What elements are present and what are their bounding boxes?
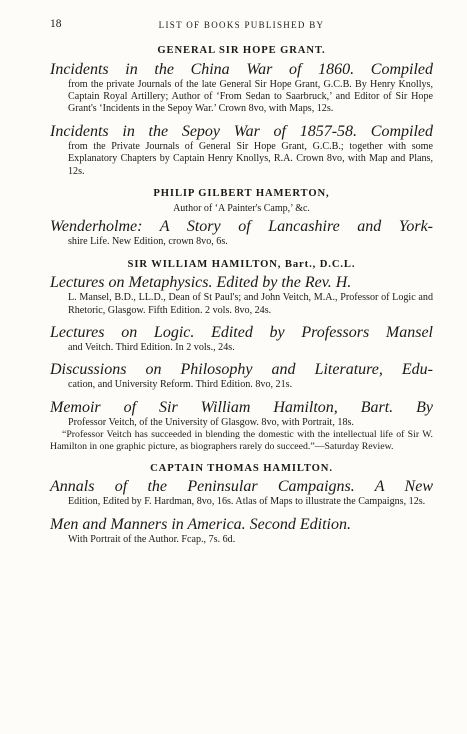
book-description: from the Private Journals of General Sir Hope Grant, G.C.B.; together with some Explanatory Chapters by Captain Henry Knollys, R.A. Crown 8vo, with Map and Plans, 12s. — [68, 140, 433, 177]
book-description: Edition, Edited by F. Hardman, 8vo, 16s. Atlas of Maps to illustrate the Campaigns, 12s. — [68, 496, 426, 508]
author-heading: SIR WILLIAM HAMILTON, Bart., D.C.L. — [127, 258, 356, 270]
author-note: Author of ‘A Painter's Camp,’ &c. — [173, 202, 310, 214]
book-entry — [50, 61, 433, 116]
author-heading: PHILIP GILBERT HAMERTON, — [153, 188, 330, 200]
book-entry — [50, 399, 433, 453]
book-entry — [50, 123, 433, 178]
book-description: With Portrait of the Author. Fcap., 7s. 6d. — [68, 533, 236, 545]
book-entry — [50, 218, 433, 248]
book-title: Wenderholme: A Story of Lancashire and York- — [50, 218, 433, 236]
running-title: LIST OF BOOKS PUBLISHED BY — [158, 20, 325, 30]
author-section — [50, 259, 433, 453]
page-number: 18 — [50, 18, 62, 30]
book-description: cation, and University Reform. Third Edition. 8vo, 21s. — [68, 379, 293, 391]
book-description: and Veitch. Third Edition. In 2 vols., 24s. — [68, 342, 235, 354]
author-section — [50, 45, 433, 178]
book-title: Incidents in the China War of 1860. Compiled — [50, 60, 433, 78]
book-entry — [50, 324, 433, 354]
book-description: L. Mansel, B.D., LL.D., Dean of St Paul's; and John Veitch, M.A., Professor of Logic and Rhetoric, Glasgow. Fifth Edition. 2 vols. 8vo, 24s. — [68, 292, 433, 316]
book-entry — [50, 361, 433, 391]
author-heading: GENERAL SIR HOPE GRANT. — [157, 45, 326, 56]
author-heading: CAPTAIN THOMAS HAMILTON. — [150, 462, 333, 474]
book-description: from the private Journals of the late General Sir Hope Grant, G.C.B. By Henry Knollys, Captain Royal Artillery; Author of ‘From Sedan to Saarbruck,’ and Editor of Sir Hope Grant's ‘Incidents in the Sepoy War.’ Crown 8vo, with Maps, 12s. — [68, 78, 433, 115]
book-description: shire Life. New Edition, crown 8vo, 6s. — [68, 236, 228, 248]
book-entry — [50, 516, 433, 546]
book-title: Annals of the Peninsular Campaigns. A New — [50, 478, 433, 496]
book-title: Discussions on Philosophy and Literature, Edu- — [50, 361, 433, 379]
running-header — [50, 18, 433, 34]
review-quote: “Professor Veitch has succeeded in blending the domestic with the intellectual life of Sir W. Hamilton in one graphic picture, as biographers rarely do succeed.”—Saturday Review. — [50, 429, 433, 453]
book-title: Lectures on Metaphysics. Edited by the Rev. H. — [50, 274, 352, 292]
book-title: Memoir of Sir William Hamilton, Bart. By — [50, 398, 433, 416]
author-section — [50, 188, 433, 249]
book-description: Professor Veitch, of the University of Glasgow. 8vo, with Portrait, 18s. — [68, 416, 354, 428]
book-title: Lectures on Logic. Edited by Professors Mansel — [50, 324, 433, 342]
book-entry — [50, 478, 433, 508]
book-entry — [50, 274, 433, 317]
book-title: Incidents in the Sepoy War of 1857-58. Compiled — [50, 122, 433, 140]
book-title: Men and Manners in America. Second Edition. — [50, 515, 351, 533]
author-section — [50, 463, 433, 546]
